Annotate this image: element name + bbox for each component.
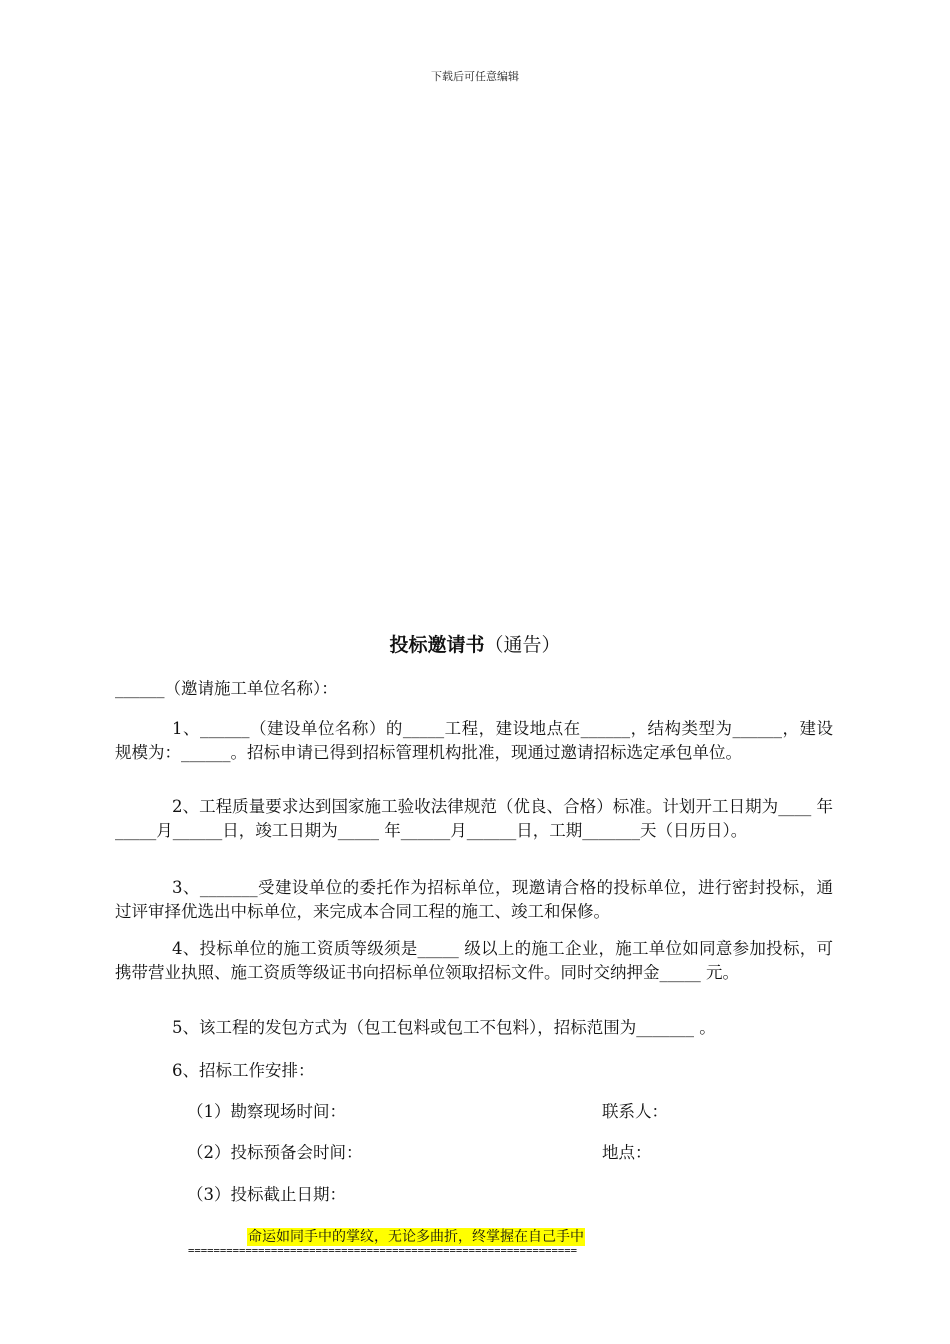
paragraph-6: 6、招标工作安排： xyxy=(172,1061,315,1080)
title-main: 投标邀请书 xyxy=(389,634,485,656)
paragraph-3: 3、_______受建设单位的委托作为招标单位，现邀请合格的投标单位，进行密封投标，通过评审择优选出中标单位，来完成本合同工程的施工、竣工和保修。 xyxy=(115,878,833,921)
schedule-row xyxy=(187,1183,787,1207)
footer-motto: 命运如同手中的掌纹，无论多曲折，终掌握在自己手中 xyxy=(248,1229,584,1245)
schedule-item-extra: 地点： xyxy=(602,1143,652,1162)
schedule-item-label: （1）勘察现场时间： xyxy=(187,1102,346,1121)
footer-rule: ============================================================= xyxy=(188,1245,578,1257)
schedule-item-extra: 联系人： xyxy=(602,1102,668,1121)
document-title xyxy=(0,630,950,657)
paragraph-5: 5、该工程的发包方式为（包工包料或包工不包料），招标范围为_______ 。 xyxy=(172,1018,716,1037)
schedule-item-label: （2）投标预备会时间： xyxy=(187,1143,363,1162)
header-note: 下载后可任意编辑 xyxy=(431,70,519,83)
schedule-row xyxy=(187,1100,787,1124)
paragraph-1: 1、______（建设单位名称）的_____工程，建设地点在______，结构类型为______，建设规模为：______。招标申请已得到招标管理机构批准，现通过邀请招标选定承包单位。 xyxy=(115,719,833,762)
salutation: ______（邀请施工单位名称）： xyxy=(115,679,338,698)
schedule-row xyxy=(187,1141,787,1165)
paragraph-2: 2、工程质量要求达到国家施工验收法律规范（优良、合格）标准。计划开工日期为____ 年_____月______日，竣工日期为_____ 年______月______日，工期_______天（日历日）。 xyxy=(115,797,833,840)
paragraph-4: 4、投标单位的施工资质等级须是_____ 级以上的施工企业，施工单位如同意参加投标，可携带营业执照、施工资质等级证书向招标单位领取招标文件。同时交纳押金_____ 元。 xyxy=(115,939,833,982)
title-sub: （通告） xyxy=(484,634,561,656)
schedule-item-label: （3）投标截止日期： xyxy=(187,1185,346,1204)
